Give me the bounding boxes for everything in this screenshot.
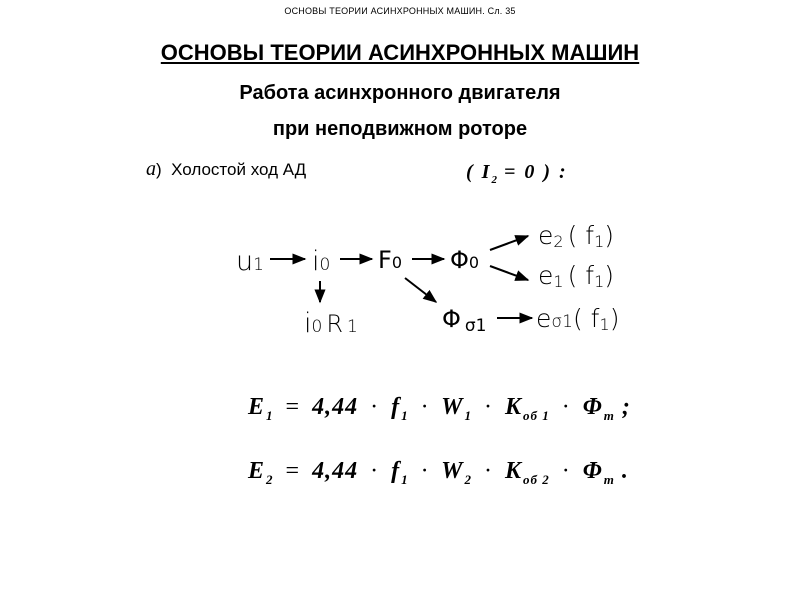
formula-e2: $E_2 = 4,44 \cdot f_1 \cdot W_2 \cdot K_{об 2} \cdot \Phi_m$ .: [248, 458, 629, 487]
subtitle-line-1: Работа асинхронного двигателя: [239, 82, 561, 104]
arrow-Phi0-e1: [490, 266, 528, 280]
node-e1-f1: e1 ( f1): [538, 261, 615, 291]
condition-symbol: I: [481, 161, 492, 183]
node-u1: u1: [236, 246, 264, 277]
node-e-sigma1-f1: eσ1( f1): [536, 304, 620, 334]
arrow-Phi0-e2: [490, 236, 528, 250]
node-e2-f1: e2 ( f1): [538, 221, 615, 251]
condition-sub: 2: [491, 174, 497, 186]
subtitle-line-2: при неподвижном роторе: [272, 118, 528, 140]
node-i0R1: i0 R 1: [304, 308, 358, 339]
item-text: Холостой ход АД: [171, 160, 307, 179]
node-Phi-sigma1: Φ σ1: [442, 305, 487, 336]
arrow-F0-PhiS1: [405, 278, 436, 302]
node-Phi0: Φ0: [450, 246, 480, 274]
item-letter: а: [146, 158, 156, 180]
condition-open: (: [466, 161, 482, 183]
formula-e1: $E_1 = 4,44 \cdot f_1 \cdot W_1 \cdot K_{об 1} \cdot \Phi_m$ ;: [248, 394, 631, 423]
node-F0: F0: [378, 246, 402, 274]
item-paren: ): [156, 160, 162, 179]
slide-title: ОСНОВЫ ТЕОРИИ АСИНХРОННЫХ МАШИН: [160, 40, 640, 65]
condition-rest: = 0 ) :: [496, 161, 568, 183]
node-i0: i0: [312, 246, 331, 277]
slide-header: ОСНОВЫ ТЕОРИИ АСИНХРОННЫХ МАШИН. Сл. 35: [284, 6, 516, 16]
